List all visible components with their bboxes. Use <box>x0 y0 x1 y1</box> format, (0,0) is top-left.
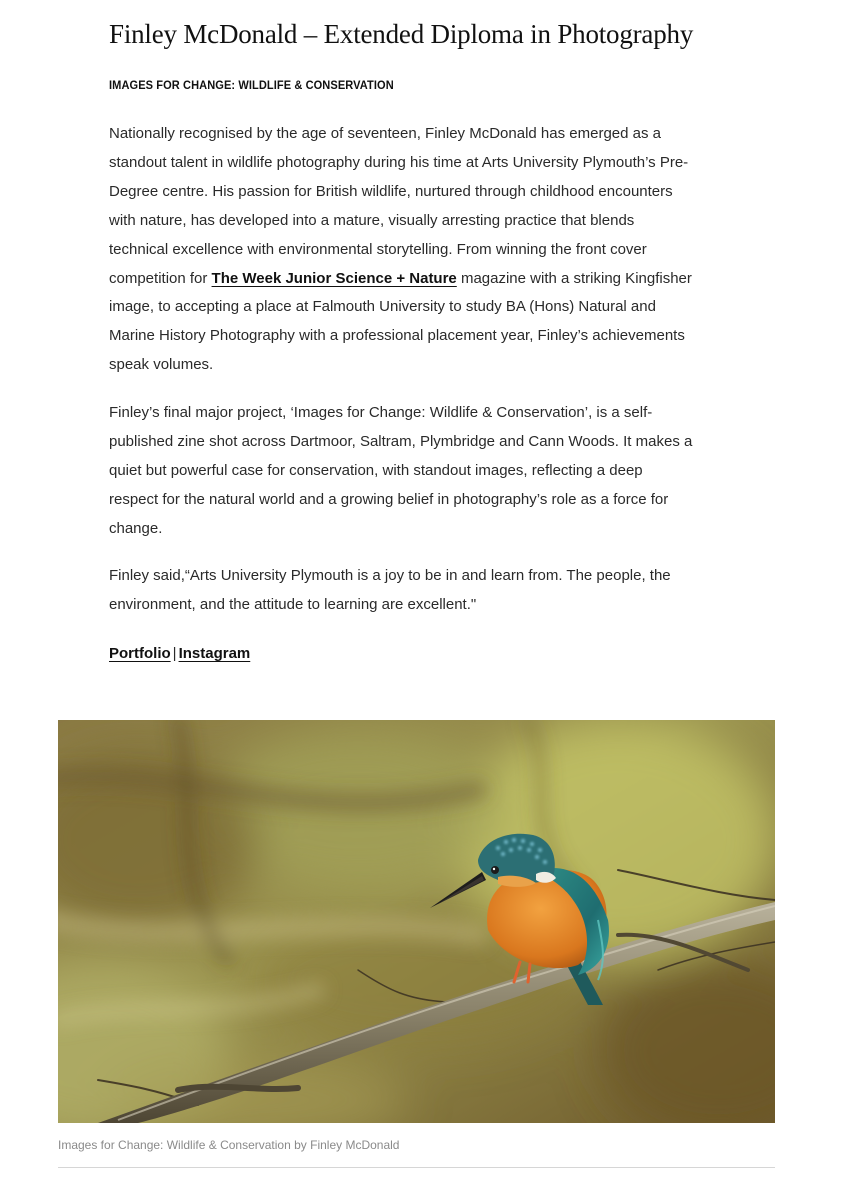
text-line: quiet but powerful case for conservation, with standout images, reflecting a deep <box>109 461 643 479</box>
text-line: image, to accepting a place at Falmouth University to study BA (Hons) Natural and <box>109 298 656 316</box>
project-subtitle: IMAGES FOR CHANGE: WILDLIFE & CONSERVATION <box>109 78 394 92</box>
text-line: Finley’s final major project, ‘Images for Change: Wildlife & Conservation’, is a self- <box>109 404 653 421</box>
intro-paragraph <box>109 120 724 380</box>
text-line: technical excellence with environmental storytelling. From winning the front cover <box>109 240 647 258</box>
link-separator: | <box>172 645 177 662</box>
text-fragment: competition for <box>109 269 212 287</box>
instagram-link[interactable]: Instagram <box>178 645 251 662</box>
text-line: Finley said,“Arts University Plymouth is a joy to be in and learn from. The people, the <box>109 567 671 584</box>
article-title: Finley McDonald – Extended Diploma in Photography <box>109 19 694 49</box>
photo-caption: Images for Change: Wildlife & Conservation by Finley McDonald <box>58 1138 400 1152</box>
magazine-link[interactable]: The Week Junior Science + Nature <box>211 269 457 287</box>
social-links <box>109 640 724 669</box>
text-line: with nature, has developed into a mature, visually arresting practice that blends <box>109 211 635 229</box>
text-line-with-link <box>109 265 724 294</box>
quote-paragraph <box>109 562 724 620</box>
text-line: change. <box>109 519 163 537</box>
text-line: published zine shot across Dartmoor, Saltram, Plymbridge and Cann Woods. It makes a <box>109 432 693 450</box>
text-line: speak volumes. <box>109 356 214 374</box>
project-paragraph <box>109 399 724 544</box>
text-line: standout talent in wildlife photography during his time at Arts University Plymouth’s Pre- <box>109 153 689 171</box>
text-line: environment, and the attitude to learning are excellent." <box>109 595 477 613</box>
portfolio-link[interactable]: Portfolio <box>109 645 171 662</box>
text-line: respect for the natural world and a growing belief in photography’s role as a force for <box>109 490 669 508</box>
kingfisher-photo <box>58 720 775 1123</box>
text-fragment: magazine with a striking Kingfisher <box>456 269 692 287</box>
text-line: Degree centre. His passion for British wildlife, nurtured through childhood encounters <box>109 182 673 200</box>
text-line: Nationally recognised by the age of seventeen, Finley McDonald has emerged as a <box>109 125 661 142</box>
divider <box>58 1167 775 1168</box>
text-line: Marine History Photography with a professional placement year, Finley’s achievements <box>109 327 685 345</box>
